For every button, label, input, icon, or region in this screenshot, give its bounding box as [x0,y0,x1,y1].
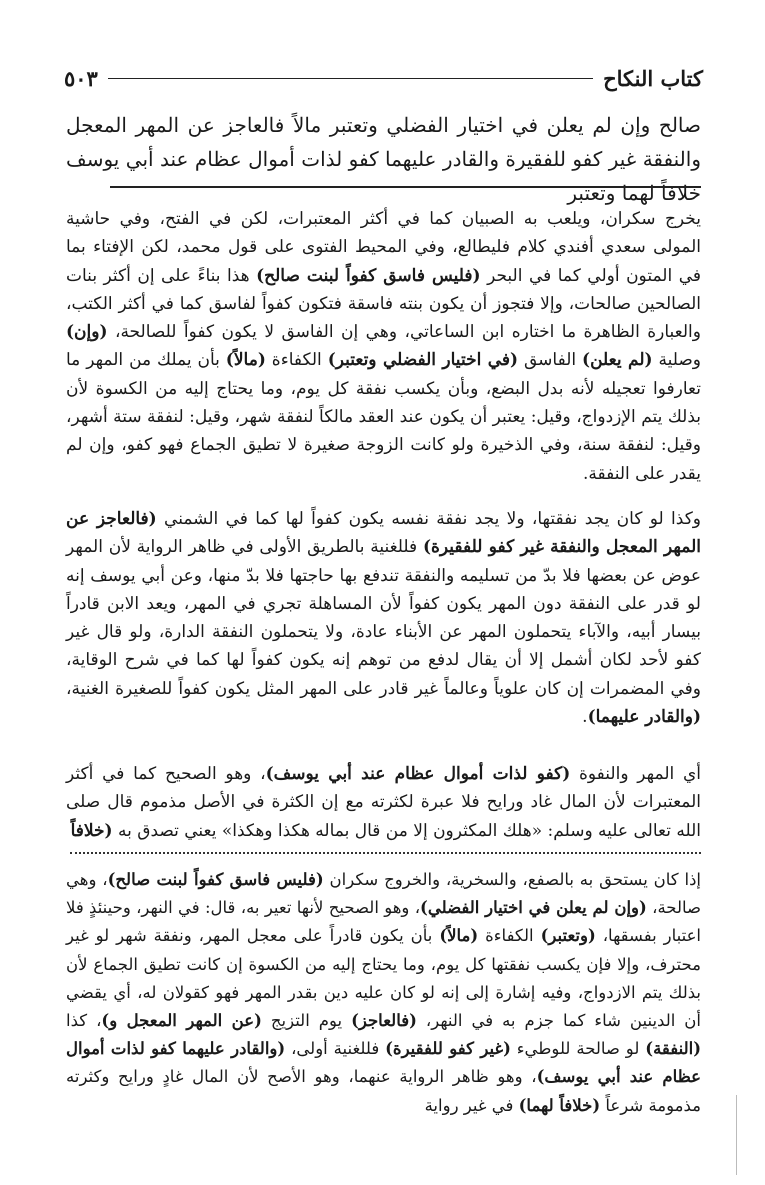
hashiya-quote: (فليس فاسق كفواً لبنت صالح) [107,870,324,889]
hashiya-text: فللغنية أولى، [285,1039,386,1059]
sharh-text: . [582,707,588,728]
hashiya-quote: (والقادر عليهما كفو لذات أموال عظام عند أبي يوسف) [66,1039,702,1087]
hashiya-quote: (وإن لم يعلن في اختيار الفضلي) [420,898,647,918]
hashiya-quote: (فالعاجز) [351,1011,417,1031]
hashiya-quote: (النفقة) [645,1039,702,1059]
sharh-text: هذا بناءً على إن أكثر بنات الصالحين صالحات، وإلا فتجوز أن يكون بنته فاسقة فتكون كفواً لفاسق كما في أكثر الكتب، والعبارة الظاهرة ما اختاره ابن الساعاتي، وهي إن الفاسق لا يكون كفواً للصالحة، [66,265,701,343]
chapter-title: كتاب النكاح [603,65,703,91]
sharh-paragraph-2 [66,505,701,731]
sharh-text: الفاسق [518,350,583,371]
hashiya-text: ، كذا [66,1011,102,1031]
sharh-text: بأن يملك من المهر ما تعارفوا تعجيله لأنه بدل البضع، وبأن يكسب نفقة كل يوم، وما يحتاج إليه من الكسوة لأن بذلك يتم الإزدواج، وقيل: يعتبر أن يكون عند العقد مالكاً لنفقة شهر، وقيل: لنفقة ستة أشهر، وقيل: لنفقة سنة، وفي الذخيرة ولو كانت الزوجة صغيرة لا تطيق الجماع فهو كفو، وإن لم يقدر على النفقة. [66,350,701,484]
margin-mark [736,1095,737,1175]
hashiya-quote: (غير كفو للفقيرة) [385,1039,511,1059]
hashiya-text: الكفاءة [478,926,541,946]
matn-separator [110,186,701,188]
matn-text [66,108,701,210]
header-rule [108,78,593,79]
hashiya-text: يوم التزيج [261,1011,352,1031]
sharh-paragraph-3 [66,760,701,845]
sharh-text: ، وهو الصحيح كما في أكثر المعتبرات لأن المال غاد ورايح فلا عبرة لكثرته مع إن الكثرة في الأصل مذموم قال صلى الله تعالى عليه وسلم: «هلك المكثرون إلا من قال بماله هكذا وهكذا» يعني تصدق به [66,764,701,841]
sharh-quote: (خلافاً [70,820,113,841]
hashiya-quote: (خلافاً لهما) [518,1095,601,1115]
page-number: ٥٠٣ [64,65,98,91]
hashiya-paragraph [66,866,701,1120]
sharh-text: يخرج سكران، ويلعب به الصبيان كما في أكثر المعتبرات، لكن في الفتح، وفي حاشية المولى سعدي أفندي كلام فليطالع، وفي المحيط الفتوى على قول محمد، لكن الإفتاء بما في المتون أولي كما في البحر [66,209,701,286]
hashiya-text: بأن يكون قادراً على معجل المهر، ونفقة شهر لو غير محترف، وإلا فإن يكسب نفقتها كل يوم، وما يحتاج إليه من الكسوة إن كانت تطيق الجماع لأن بذلك يتم الازدواج، وفيه إشارة إلى إنه لو كان عليه دين بقدر المهر فهو كقولان له، أي يقضي أن الدينين شاء كما جزم به في النهر، [66,926,701,1031]
sharh-text: فللغنية بالطريق الأولى في ظاهر الرواية لأن المهر عوض عن بعضها فلا بدّ من تسليمه والنفقة تندفع بها حاجتها فلا بدّ منها، وعن أبي يوسف إنه لو قدر على النفقة دون المهر يكون كفواً لأن المساهلة تجري في المهر، ويعد الابن قادراً بيسار أبيه، والآباء يتحملون المهر عن الأبناء عادة، ولا يتحملون النفقة الدارة، ولو قال غير كفو لأحد لكان أشمل إلا أن يقال لدفع من توهم إنه يكون كفواً لها كما في شرح الوقاية، وفي المضمرات إن كان علوياً وعالماً غير قادر على المهر المثل يكون كفواً للصغيرة الغنية، [66,537,701,699]
sharh-text: أي المهر والنفوة [570,764,701,784]
hashiya-quote: (مالاً) [439,926,479,946]
sharh-quote: (فليس فاسق كفواً لبنت صالح) [256,265,481,286]
hashiya-text: لو صالحة للوطيء [510,1039,646,1059]
sharh-quote: (فالعاجز عن المهر المعجل والنفقة غير كفو للفقيرة) [66,509,701,558]
hashiya-text: إذا كان يستحق به بالصفع، والسخرية، والخروج سكران [323,870,701,889]
sharh-text: وكذا لو كان يجد نفقتها، ولا يجد نفقة نفسه يكون كفواً لها كما في الشمني [156,509,701,529]
sharh-text: الكفاءة [265,350,328,371]
page-header [64,60,703,96]
sharh-quote: (وإن) [66,322,108,343]
sharh-text: وصلية [652,350,701,371]
hashiya-separator [70,852,701,854]
hashiya-text: في غير رواية [424,1095,519,1115]
hashiya-quote: (وتعتبر) [540,926,596,946]
hashiya-text: ، وهي صالحة، [66,870,702,918]
sharh-quote: (كفو لذات أموال عظام عند أبي يوسف) [265,764,571,784]
sharh-quote: (في اختيار الفضلي وتعتبر) [327,350,519,371]
sharh-quote: (لم يعلن) [582,350,653,371]
hashiya-text: ، وهو ظاهر الرواية عنهما، وهو الأصح لأن المال غادٍ ورايح وكثرته مذمومة شرعاً [66,1067,701,1115]
sharh-quote: (مالاً) [225,350,266,371]
matn-paragraph: صالح وإن لم يعلن في اختيار الفضلي وتعتبر مالاً فالعاجز عن المهر المعجل والنفقة غير كفو للفقيرة والقادر عليهما كفو لذات أموال عظام عند أبي يوسف خلافاً لهما وتعتبر [66,113,701,205]
sharh-paragraph-1 [66,205,701,488]
sharh-quote: (والقادر عليهما) [587,707,701,728]
hashiya-quote: (عن المهر المعجل و) [101,1011,262,1031]
hashiya-text: ، وهو الصحيح لأنها تعير به، قال: في النهر، وحينئذٍ فلا اعتبار بفسقها، [66,898,701,946]
